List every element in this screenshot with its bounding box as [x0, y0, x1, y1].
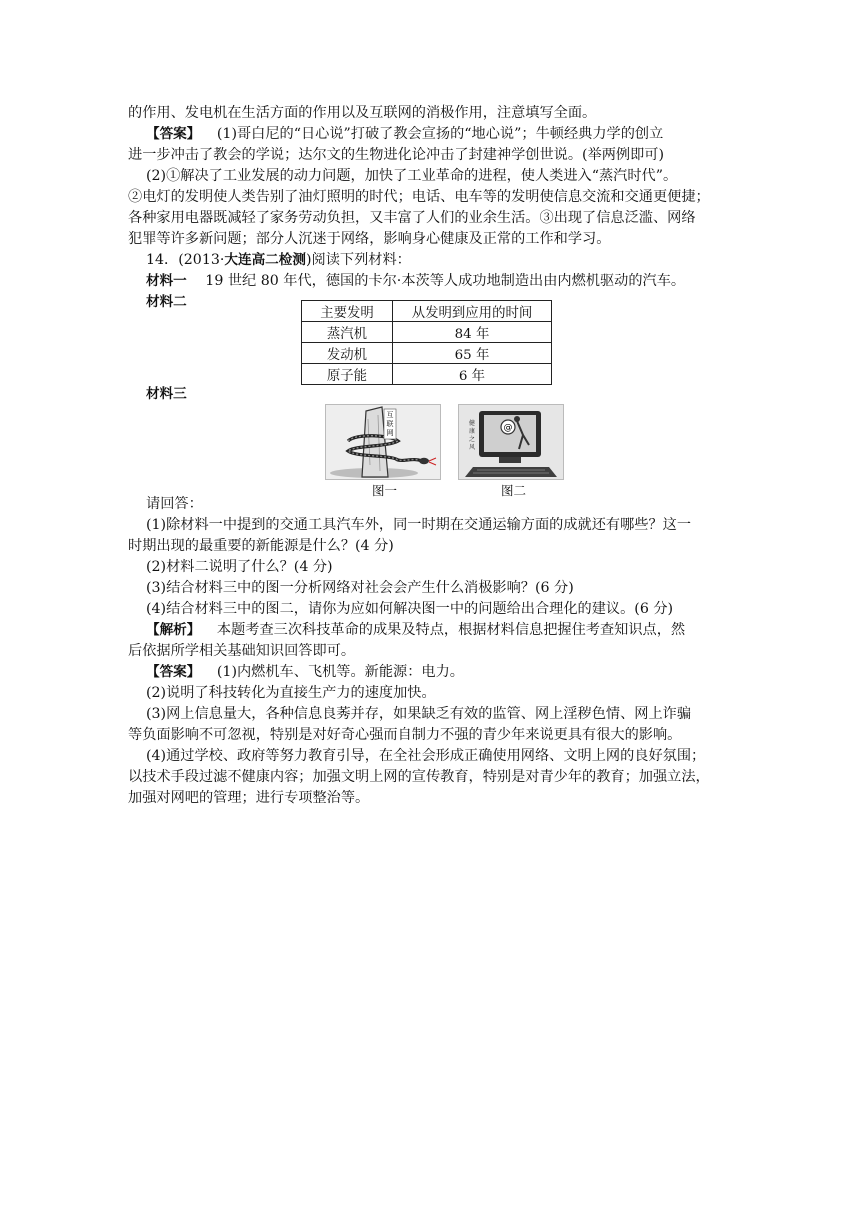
question-line: (1)除材料一中提到的交通工具汽车外，同一时期在交通运输方面的成就还有哪些？这一 — [146, 517, 692, 533]
table-cell: 蒸汽机 — [302, 322, 393, 343]
svg-text:网: 网 — [386, 429, 394, 437]
table-row — [302, 322, 552, 343]
question-prompt: )阅读下列材料： — [305, 252, 411, 268]
table-cell: 原子能 — [302, 364, 393, 385]
svg-text:联: 联 — [386, 420, 394, 428]
figure-two-caption: 图二 — [501, 483, 527, 498]
table-cell: 发动机 — [302, 343, 393, 364]
analysis-line — [146, 620, 736, 641]
answer-line — [146, 124, 736, 145]
svg-text:@: @ — [503, 423, 513, 433]
table-header: 主要发明 — [302, 301, 393, 322]
text-line: (2)①解决了工业发展的动力问题，加快了工业革命的进程，使人类进入“蒸汽时代”。 — [146, 168, 678, 184]
question-number: 14．(2013· — [146, 252, 225, 268]
answer-tag: 【答案】 — [146, 126, 201, 142]
text-line: 犯罪等许多新问题；部分人沉迷于网络，影响身心健康及正常的工作和学习。 — [128, 231, 611, 247]
answer-line: (4)通过学校、政府等努力教育引导，在全社会形成正确使用网络、文明上网的良好氛围； — [146, 748, 706, 764]
material-text: 19 世纪 80 年代，德国的卡尔·本茨等人成功地制造出由内燃机驱动的汽车。 — [205, 273, 686, 289]
table-cell: 6 年 — [393, 364, 552, 385]
prompt-line: 请回答： — [146, 496, 203, 512]
figure-one-caption: 图一 — [372, 483, 398, 498]
svg-text:互: 互 — [386, 411, 394, 419]
answer-text: (1)哥白尼的“日心说”打破了教会宣扬的“地心说”；牛顿经典力学的创立 — [216, 126, 664, 142]
analysis-text: 本题考查三次科技革命的成果及特点，根据材料信息把握住考查知识点，然 — [216, 622, 686, 638]
table-cell: 65 年 — [393, 343, 552, 364]
question-line: 时期出现的最重要的新能源是什么？(4 分) — [128, 538, 394, 554]
text-line: 进一步冲击了教会的学说；达尔文的生物进化论冲击了封建神学创世说。(举两例即可) — [128, 147, 665, 163]
text-line: 的作用、发电机在生活方面的作用以及互联网的消极作用，注意填写全面。 — [128, 105, 597, 121]
answer-line: (3)网上信息量大，各种信息良莠并存，如果缺乏有效的监管、网上淫秽色情、网上诈骗 — [146, 706, 692, 722]
answer-line: 等负面影响不可忽视，特别是对好奇心强而自制力不强的青少年来说更具有很大的影响。 — [128, 727, 682, 743]
material-three-label: 材料三 — [146, 386, 187, 402]
answer-line — [146, 662, 736, 683]
question-line: (2)材料二说明了什么？(4 分) — [146, 559, 333, 575]
question-source: 大连高二检测 — [224, 252, 306, 268]
question-heading — [146, 250, 736, 271]
invention-table — [301, 300, 552, 385]
computer-cartoon-icon — [459, 405, 563, 479]
table-row — [302, 343, 552, 364]
svg-text:健: 健 — [469, 420, 476, 427]
table-header: 从发明到应用的时间 — [393, 301, 552, 322]
text-line: 后依据所学相关基础知识回答即可。 — [128, 643, 356, 659]
material-one — [146, 271, 736, 292]
question-line: (3)结合材料三中的图一分析网络对社会会产生什么消极影响？(6 分) — [146, 580, 574, 596]
material-two-label: 材料二 — [146, 294, 187, 310]
question-line: (4)结合材料三中的图二，请你为应如何解决图一中的问题给出合理化的建议。(6 分) — [146, 601, 674, 617]
text-line: 各种家用电器既减轻了家务劳动负担，又丰富了人们的业余生活。③出现了信息泛滥、网络 — [128, 210, 696, 226]
material-label: 材料一 — [146, 273, 187, 289]
answer-text: (1)内燃机车、飞机等。新能源：电力。 — [216, 664, 464, 680]
svg-text:风: 风 — [469, 444, 476, 451]
table-cell: 84 年 — [393, 322, 552, 343]
figure-two-image — [458, 404, 564, 480]
svg-text:之: 之 — [469, 436, 476, 443]
answer-tag: 【答案】 — [146, 664, 201, 680]
analysis-tag: 【解析】 — [146, 622, 201, 638]
answer-line: (2)说明了科技转化为直接生产力的速度加快。 — [146, 685, 436, 701]
answer-line: 加强对网吧的管理；进行专项整治等。 — [128, 790, 370, 806]
text-line: ②电灯的发明使人类告别了油灯照明的时代；电话、电车等的发明使信息交流和交通更便捷； — [128, 189, 710, 205]
snake-cartoon-icon — [326, 405, 440, 479]
answer-line: 以技术手段过滤不健康内容；加强文明上网的宣传教育，特别是对青少年的教育；加强立法， — [128, 769, 710, 785]
svg-text:康: 康 — [469, 428, 476, 435]
table-header-row — [302, 301, 552, 322]
figure-one-image — [325, 404, 441, 480]
table-row — [302, 364, 552, 385]
